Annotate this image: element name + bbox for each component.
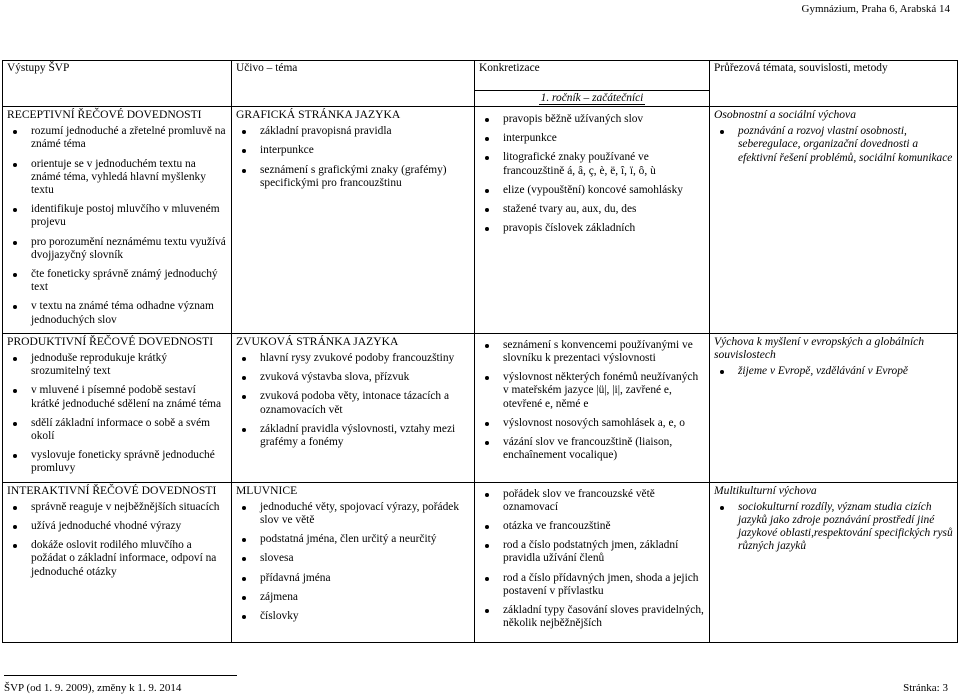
list-item: zvuková podoba věty, intonace tázacích a oznamovacích vět [236, 390, 470, 416]
list-item: pořádek slov ve francouzské větě oznamovací [479, 488, 705, 514]
list-item: zájmena [236, 591, 470, 604]
list-item: identifikuje postoj mluvčího v mluveném projevu [7, 203, 227, 229]
section-title: INTERAKTIVNÍ ŘEČOVÉ DOVEDNOSTI [7, 483, 217, 497]
section-title: MLUVNICE [236, 483, 298, 497]
list-item: poznávání a rozvoj vlastní osobnosti, seberegulace, organizační dovednosti a efektivní řešení problémů, sociální komunikace [714, 125, 953, 165]
header-topic: Učivo – téma [232, 61, 475, 107]
list-item: rod a číslo podstatných jmen, základní pravidla užívání členů [479, 539, 705, 565]
list-item: přídavná jména [236, 572, 470, 585]
table-header-row [3, 61, 958, 91]
cell-topic [232, 107, 475, 334]
cell-cross-topics [710, 107, 958, 334]
page-header-school: Gymnázium, Praha 6, Arabská 14 [801, 3, 950, 15]
list-item: seznámení s konvencemi používanými ve slovníku k prezentaci výslovnosti [479, 339, 705, 365]
cell-cross-topics [710, 482, 958, 642]
list-item: stažené tvary au, aux, du, des [479, 203, 705, 216]
list-item: hlavní rysy zvukové podoby francouzštiny [236, 352, 470, 365]
list-item: pravopis číslovek základních [479, 222, 705, 235]
table-row [3, 482, 958, 642]
list-item: otázka ve francouzštině [479, 520, 705, 533]
list-item: základní typy časování sloves pravidelných, několik nejběžnějších [479, 604, 705, 630]
list-item: sdělí základní informace o sobě a svém okolí [7, 417, 227, 443]
curriculum-table [2, 60, 958, 643]
cell-cross-topics [710, 333, 958, 482]
cell-outcomes [3, 482, 232, 642]
list-item: užívá jednoduché vhodné výrazy [7, 520, 227, 533]
footer-version: ŠVP (od 1. 9. 2009), změny k 1. 9. 2014 [4, 682, 182, 694]
list-item: základní pravidla výslovnosti, vztahy mezi grafémy a fonémy [236, 423, 470, 449]
cell-concretization [475, 107, 710, 334]
table-row [3, 333, 958, 482]
list-item: orientuje se v jednoduchém textu na známé téma, vyhledá hlavní myšlenky textu [7, 158, 227, 198]
header-concretization: Konkretizace [475, 61, 710, 91]
list-item: sociokulturní rozdíly, význam studia cizích jazyků jako zdroje poznávání prostředí jiné jazykové oblasti,respektování specifických rysů různých jazyků [714, 501, 953, 554]
list-item: výslovnost některých fonémů neužívaných v mateřském jazyce |ü|, |i|, zavřené e, otevřené e, němé e [479, 371, 705, 411]
section-title: Výchova k myšlení v evropských a globálních souvislostech [714, 334, 925, 362]
list-item: jednoduché věty, spojovací výrazy, pořádek slov ve větě [236, 501, 470, 527]
footer-divider [4, 675, 237, 676]
list-item: slovesa [236, 552, 470, 565]
year-label: 1. ročník – začátečníci [540, 91, 644, 104]
list-item: vázání slov ve francouzštině (liaison, enchaînement vocalique) [479, 436, 705, 462]
list-item: správně reaguje v nejběžnějších situacích [7, 501, 227, 514]
cell-concretization [475, 482, 710, 642]
list-item: rod a číslo přídavných jmen, shoda a jejich postavení v přívlastku [479, 572, 705, 598]
section-title: RECEPTIVNÍ ŘEČOVÉ DOVEDNOSTI [7, 108, 202, 121]
cell-concretization [475, 333, 710, 482]
list-item: pro porozumění neznámému textu využívá dvojjazyčný slovník [7, 236, 227, 262]
section-title: GRAFICKÁ STRÁNKA JAZYKA [236, 108, 401, 121]
list-item: pravopis běžně užívaných slov [479, 113, 705, 126]
list-item: jednoduše reprodukuje krátký srozumitelný text [7, 352, 227, 378]
list-item: výslovnost nosových samohlásek a, e, o [479, 417, 705, 430]
list-item: čte foneticky správně známý jednoduchý text [7, 268, 227, 294]
list-item: v mluvené i písemné podobě sestaví krátké jednoduché sdělení na známé téma [7, 384, 227, 410]
list-item: v textu na známé téma odhadne význam jednoduchých slov [7, 300, 227, 326]
cell-topic [232, 333, 475, 482]
list-item: číslovky [236, 610, 470, 623]
cell-topic [232, 482, 475, 642]
list-item: interpunkce [479, 132, 705, 145]
cell-outcomes [3, 107, 232, 334]
section-title: Multikulturní výchova [714, 483, 817, 497]
table-row [3, 107, 958, 334]
section-title: ZVUKOVÁ STRÁNKA JAZYKA [236, 334, 399, 348]
list-item: elize (vypouštění) koncové samohlásky [479, 184, 705, 197]
list-item: interpunkce [236, 144, 470, 157]
list-item: dokáže oslovit rodilého mluvčího a požádat o základní informace, odpoví na jednoduché otázky [7, 539, 227, 579]
header-cross-topics: Průřezová témata, souvislosti, metody [710, 61, 958, 107]
list-item: zvuková výstavba slova, přízvuk [236, 371, 470, 384]
footer-page-number: Stránka: 3 [903, 682, 948, 694]
list-item: žijeme v Evropě, vzdělávání v Evropě [714, 365, 953, 378]
cell-outcomes [3, 333, 232, 482]
list-item: vyslovuje foneticky správně jednoduché promluvy [7, 449, 227, 475]
list-item: podstatná jména, člen určitý a neurčitý [236, 533, 470, 546]
section-title: Osobnostní a sociální výchova [714, 108, 857, 121]
header-outcomes: Výstupy ŠVP [3, 61, 232, 107]
year-row [475, 90, 710, 106]
section-title: PRODUKTIVNÍ ŘEČOVÉ DOVEDNOSTI [7, 334, 214, 348]
list-item: litografické znaky používané ve francouzštině á, â, ç, è, ë, î, ï, ô, ù [479, 151, 705, 177]
list-item: základní pravopisná pravidla [236, 125, 470, 138]
list-item: seznámení s grafickými znaky (grafémy) specifickými pro francouzštinu [236, 164, 470, 190]
list-item: rozumí jednoduché a zřetelné promluvě na známé téma [7, 125, 227, 151]
